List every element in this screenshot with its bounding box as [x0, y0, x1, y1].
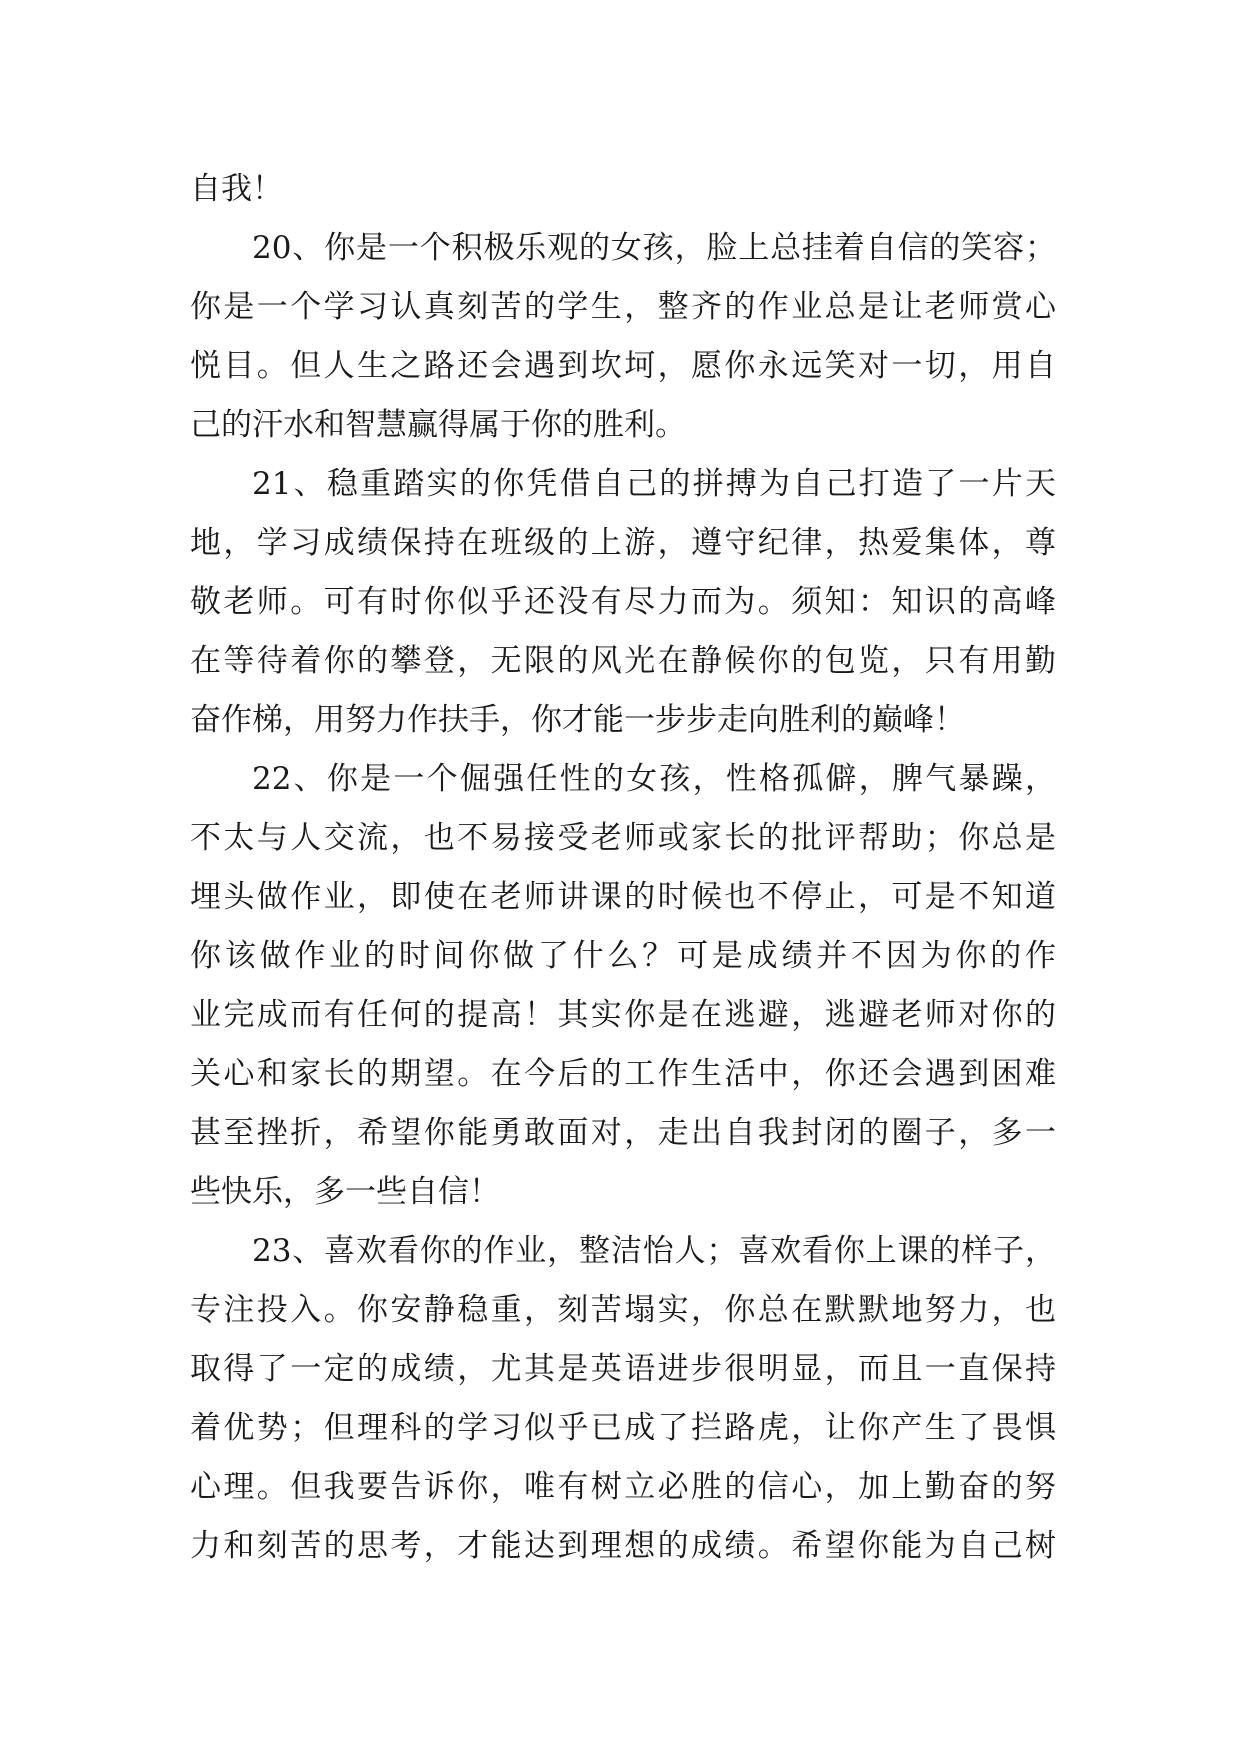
paragraph-23: [190, 1222, 1056, 1576]
text-line: 你该做作业的时间你做了什么？可是成绩并不因为你的作: [190, 938, 1056, 974]
text-line: 敬老师。可有时你似乎还没有尽力而为。须知：知识的高峰: [190, 584, 1056, 620]
text-line: 关心和家长的期望。在今后的工作生活中，你还会遇到困难: [190, 1056, 1056, 1092]
text-line: 你是一个学习认真刻苦的学生，整齐的作业总是让老师赏心: [190, 289, 1056, 325]
text-line: 取得了一定的成绩，尤其是英语进步很明显，而且一直保持: [190, 1351, 1056, 1387]
text-line: 21、稳重踏实的你凭借自己的拼搏为自己打造了一片天: [252, 466, 1056, 502]
paragraph-22: [190, 750, 1056, 1222]
text-line: 着优势；但理科的学习似乎已成了拦路虎，让你产生了畏惧: [190, 1410, 1056, 1446]
text-line: 埋头做作业，即使在老师讲课的时候也不停止，可是不知道: [190, 879, 1056, 915]
text-line: 业完成而有任何的提高！其实你是在逃避，逃避老师对你的: [190, 997, 1056, 1033]
paragraph-continuation: [190, 160, 1056, 219]
text-line: 20、你是一个积极乐观的女孩，脸上总挂着自信的笑容；: [252, 230, 1056, 266]
text-line: 23、喜欢看你的作业，整洁怡人；喜欢看你上课的样子，: [252, 1233, 1056, 1269]
text-line: 地，学习成绩保持在班级的上游，遵守纪律，热爱集体，尊: [190, 525, 1056, 561]
text-line: 己的汗水和智慧赢得属于你的胜利。: [190, 407, 686, 443]
text-line: 在等待着你的攀登，无限的风光在静候你的包览，只有用勤: [190, 643, 1056, 679]
text-line: 悦目。但人生之路还会遇到坎坷，愿你永远笑对一切，用自: [190, 348, 1056, 384]
text-line: 些快乐，多一些自信！: [190, 1174, 500, 1210]
text-line: 22、你是一个倔强任性的女孩，性格孤僻，脾气暴躁，: [252, 761, 1056, 797]
text-line: 自我！: [190, 171, 283, 207]
text-line: 专注投入。你安静稳重，刻苦塌实，你总在默默地努力，也: [190, 1292, 1056, 1328]
text-line: 力和刻苦的思考，才能达到理想的成绩。希望你能为自己树: [190, 1528, 1056, 1564]
paragraph-20: [190, 219, 1056, 455]
text-line: 不太与人交流，也不易接受老师或家长的批评帮助；你总是: [190, 820, 1056, 856]
text-line: 甚至挫折，希望你能勇敢面对，走出自我封闭的圈子，多一: [190, 1115, 1056, 1151]
text-line: 奋作梯，用努力作扶手，你才能一步步走向胜利的巅峰！: [190, 702, 965, 738]
document-body: [190, 160, 1056, 1576]
text-line: 心理。但我要告诉你，唯有树立必胜的信心，加上勤奋的努: [190, 1469, 1056, 1505]
paragraph-21: [190, 455, 1056, 750]
